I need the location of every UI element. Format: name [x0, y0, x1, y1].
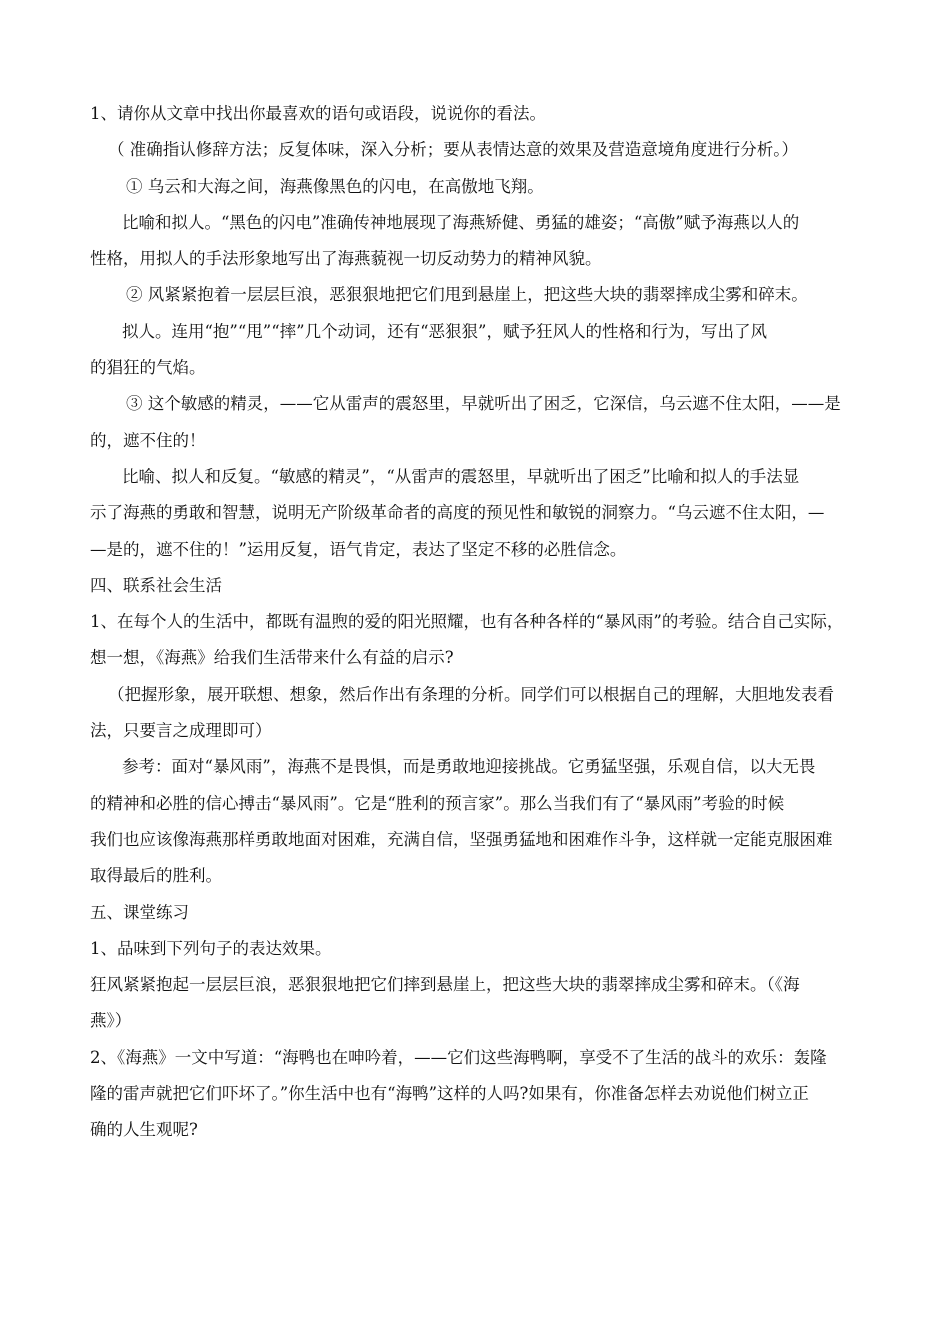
text-line: 比喻和拟人。“黑色的闪电”准确传神地展现了海燕矫健、勇猛的雄姿；“高傲”赋予海燕以人的	[122, 212, 800, 232]
text-line: ① 乌云和大海之间，海燕像黑色的闪电，在高傲地飞翔。	[126, 176, 544, 196]
text-line: 1、请你从文章中找出你最喜欢的语句或语段，说说你的看法。	[90, 104, 546, 123]
text-line: 燕》）	[90, 1011, 132, 1031]
text-line: 四、联系社会生活	[90, 575, 222, 595]
text-line: 1、品味到下列句子的表达效果。	[90, 938, 332, 958]
text-line: —是的，遮不住的！”运用反复，语气肯定，表达了坚定不移的必胜信念。	[90, 539, 627, 559]
text-line: 1、在每个人的生活中，都既有温煦的爱的阳光照耀，也有各种各样的“暴风雨”的考验。结合自己实际，	[90, 612, 844, 632]
text-line: 比喻、拟人和反复。“敏感的精灵”，“从雷声的震怒里，早就听出了困乏”比喻和拟人的手法显	[122, 466, 800, 486]
text-line: 我们也应该像海燕那样勇敢地面对困难，充满自信，坚强勇猛地和困难作斗争，这样就一定能克服困难	[90, 829, 833, 849]
text-line: ② 风紧紧抱着一层层巨浪，恶狠狠地把它们甩到悬崖上，把这些大块的翡翠摔成尘雾和碎末。	[126, 285, 808, 305]
text-line: 参考：面对“暴风雨”，海燕不是畏惧，而是勇敢地迎接挑战。它勇猛坚强，乐观自信，以大无畏	[122, 757, 816, 777]
text-line: 隆的雷声就把它们吓坏了。”你生活中也有“海鸭”这样的人吗?如果有，你准备怎样去劝说他们树立正	[90, 1084, 809, 1104]
text-line: 的猖狂的气焰。	[90, 358, 206, 378]
text-line: 狂风紧紧抱起一层层巨浪，恶狠狠地把它们摔到悬崖上，把这些大块的翡翠摔成尘雾和碎末。（《海	[90, 975, 800, 995]
text-line: 的，遮不住的！	[90, 430, 206, 450]
text-line: （把握形象，展开联想、想象，然后作出有条理的分析。同学们可以根据自己的理解，大胆地发表看	[108, 684, 834, 704]
text-line: 五、课堂练习	[90, 902, 189, 922]
text-line: 想一想，《海燕》给我们生活带来什么有益的启示?	[90, 648, 454, 668]
document-page	[90, 96, 870, 1149]
text-line: 确的人生观呢?	[90, 1120, 198, 1140]
text-line: ③ 这个敏感的精灵，——它从雷声的震怒里，早就听出了困乏，它深信，乌云遮不住太阳，——是	[126, 394, 841, 414]
text-line: （ 准确指认修辞方法；反复体味，深入分析；要从表情达意的效果及营造意境角度进行分析。）	[108, 140, 798, 160]
text-line: 2、《海燕》一文中写道：“海鸭也在呻吟着，——它们这些海鸭啊，享受不了生活的战斗的欢乐：轰隆	[90, 1047, 827, 1067]
text-line: 拟人。连用“抱”“甩”“摔”几个动词，还有“恶狠狠”，赋予狂风人的性格和行为，写出了风	[122, 321, 767, 341]
text-line: 示了海燕的勇敢和智慧，说明无产阶级革命者的高度的预见性和敏锐的洞察力。“乌云遮不住太阳，—	[90, 503, 825, 523]
text-line: 取得最后的胜利。	[90, 866, 222, 886]
text-line: 性格，用拟人的手法形象地写出了海燕藐视一切反动势力的精神风貌。	[90, 249, 602, 269]
text-line: 的精神和必胜的信心搏击“暴风雨”。它是“胜利的预言家”。那么当我们有了“暴风雨”考验的时候	[90, 793, 785, 813]
text-line: 法，只要言之成理即可）	[90, 721, 272, 741]
